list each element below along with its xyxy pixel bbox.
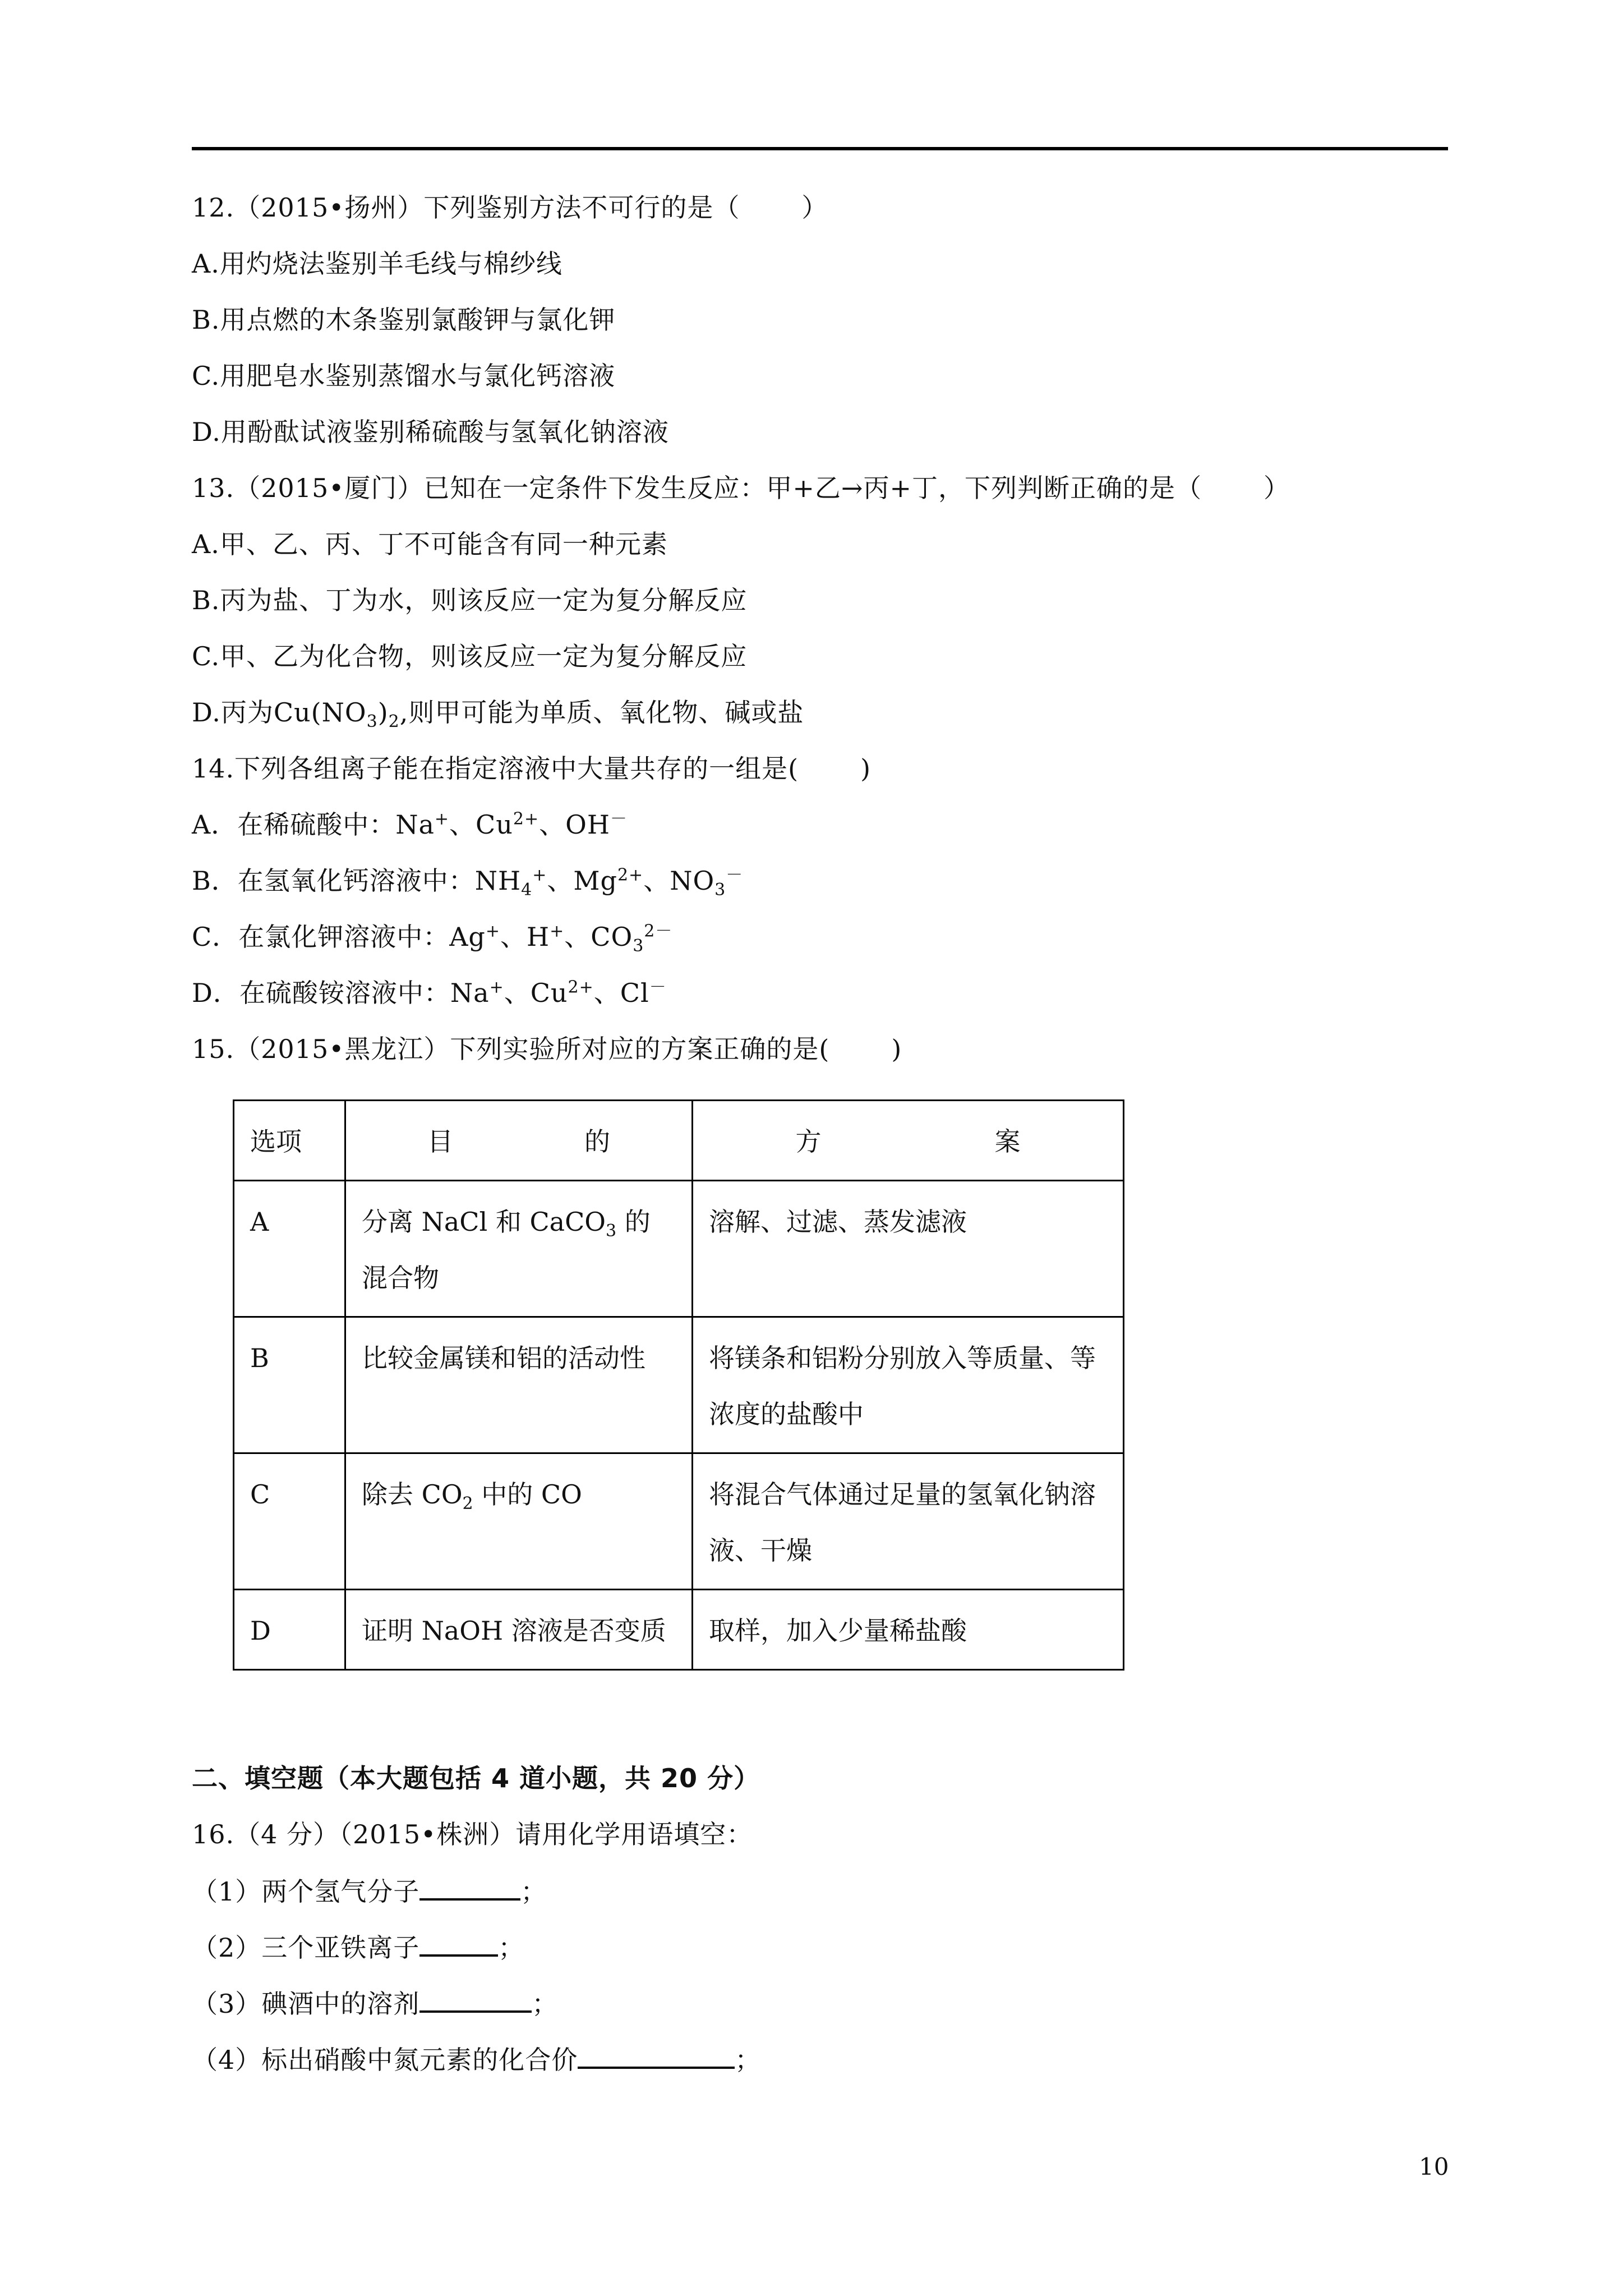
table-header-row (234, 1101, 1124, 1181)
q16-item-2: （2）三个亚铁离子 ； (192, 1930, 524, 1964)
row-option: A (234, 1181, 345, 1317)
q15-stem: 15.（2015•黑龙江）下列实验所对应的方案正确的是( ) (192, 1034, 902, 1064)
q14-stem: 14.下列各组离子能在指定溶液中大量共存的一组是( ) (192, 753, 872, 784)
q15-options-table (233, 1099, 1124, 1671)
q12-option-c: C.用肥皂水鉴别蒸馏水与氯化钙溶液 (192, 361, 616, 391)
row-purpose: 分离 NaCl 和 CaCO$_3$ 的混合物 (345, 1181, 693, 1317)
answer-blank[interactable] (578, 2042, 735, 2069)
header-option: 选项 (234, 1101, 345, 1181)
table-row (234, 1590, 1124, 1670)
q16-item-1: （1）两个氢气分子 ； (192, 1874, 547, 1908)
q12-option-a: A.用灼烧法鉴别羊毛线与棉纱线 (192, 249, 562, 279)
row-plan: 溶解、过滤、蒸发滤液 (693, 1181, 1124, 1317)
q13-option-b: B.丙为盐、丁为水，则该反应一定为复分解反应 (192, 585, 748, 615)
row-purpose: 除去 $CO_2$ 中的 CO (345, 1453, 693, 1590)
header-purpose: 目 的 (345, 1101, 693, 1181)
page-number: 10 (1419, 2153, 1449, 2180)
row-plan: 将混合气体通过足量的氢氧化钠溶液、干燥 (693, 1453, 1124, 1590)
row-plan: 将镁条和铝粉分别放入等质量、等浓度的盐酸中 (693, 1317, 1124, 1453)
row-purpose: 比较金属镁和铝的活动性 (345, 1317, 693, 1453)
row-purpose: 证明 NaOH 溶液是否变质 (345, 1590, 693, 1670)
table-row (234, 1453, 1124, 1590)
row-option: C (234, 1453, 345, 1590)
q14-option-a: A．在稀硫酸中：Na+、$Cu^{2+}$、OH－ (192, 809, 628, 840)
row-option: B (234, 1317, 345, 1453)
q13-option-c: C.甲、乙为化合物，则该反应一定为复分解反应 (192, 641, 748, 671)
q14-option-b: B．在氢氧化钙溶液中：$NH_4^+$、$Mg^{2+}$、$NO_3^-$ (192, 865, 744, 900)
q12-stem: 12.（2015•扬州）下列鉴别方法不可行的是（ ） (192, 192, 828, 223)
q12-option-d: D.用酚酞试液鉴别稀硫酸与氢氧化钠溶液 (192, 417, 669, 447)
answer-blank[interactable] (419, 1874, 520, 1901)
q14-option-d: D．在硫酸铵溶液中：Na+、$Cu^{2+}$、Cl－ (192, 977, 667, 1008)
q13-option-a: A.甲、乙、丙、丁不可能含有同一种元素 (192, 529, 668, 559)
header-rule (192, 147, 1448, 150)
row-plan: 取样，加入少量稀盐酸 (693, 1590, 1124, 1670)
table-row (234, 1181, 1124, 1317)
answer-blank[interactable] (419, 1986, 532, 2013)
q16-stem: 16.（4 分）（2015•株洲）请用化学用语填空： (192, 1819, 753, 1849)
header-plan: 方 案 (693, 1101, 1124, 1181)
q12-option-b: B.用点燃的木条鉴别氯酸钾与氯化钾 (192, 305, 616, 335)
q13-option-d: D.丙为$Cu(NO_3)_2$,则甲可能为单质、氧化物、碱或盐 (192, 697, 804, 732)
q16-item-3: （3）碘酒中的溶剂 ； (192, 1986, 558, 2021)
table-row (234, 1317, 1124, 1453)
q14-option-c: C．在氯化钾溶液中：Ag+、H+、$CO_3^{2-}$ (192, 921, 673, 956)
answer-blank[interactable] (419, 1930, 498, 1957)
q13-stem: 13.（2015•厦门）已知在一定条件下发生反应：甲+乙→丙+丁，下列判断正确的是（ ） (192, 473, 1290, 503)
q16-item-4: （4）标出硝酸中氮元素的化合价 ； (192, 2042, 761, 2077)
section-title: 二、填空题（本大题包括 4 道小题，共 20 分） (192, 1763, 760, 1793)
row-option: D (234, 1590, 345, 1670)
